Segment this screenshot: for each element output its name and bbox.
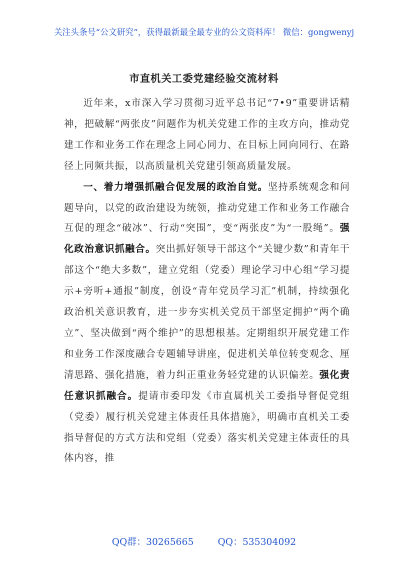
footer-qq: QQ：535304092 — [217, 537, 297, 548]
paragraph-text: 提请市委印发《市直属机关工委指导督促党组（党委）履行机关党建主体责任具体措施》，明确市直机关工委指导督促的方式方法和党组（党委）落实机关党建主体责任的具体内容，推 — [64, 390, 351, 465]
document-title: 市直机关工委党建经验交流材料 — [129, 73, 279, 85]
header-promo-note: 关注头条号“公文研究”，获得最新最全最专业的公文资料库！ 微信：gongwenyj — [53, 27, 355, 37]
subsection-heading: 强化责任意识抓融合。 — [64, 369, 350, 402]
paragraph-text: 坚持系统观念和问题导向，以党的政治建设为统领，推动党建工作和业务工作融合互促的理念“破冰”、行动“突围”，变“两张皮”为“一股绳”。 — [64, 181, 350, 235]
paragraph-text: 近年来，x市深入学习贯彻习近平总书记“7•9”重要讲话精神，把破解“两张皮”问题作为机关党建工作的主攻方向，推动党建工作和业务工作在理念上同心同力、在目标上同向同行、在路径上同频共振，以高质量机关党建引领高质量发展。 — [64, 98, 350, 172]
section-one-paragraph — [64, 178, 350, 471]
footer-qq-group: QQ群：30265665 — [111, 537, 194, 548]
document-body — [64, 94, 350, 470]
subsection-heading: 强化政治意识抓融合。 — [64, 223, 350, 256]
section-heading: 一、着力增强抓融合促发展的政治自觉。 — [83, 181, 268, 193]
footer-contact — [0, 534, 408, 548]
paragraph-text: 突出抓好领导干部这个“关键少数”和青年干部这个“绝大多数”，建立党组（党委）理论学习中心组“学习提示+旁听+通报”制度，创设“青年党员学习汇”机制，持续强化政治机关意识教育，进一步夯实机关党员干部坚定拥护“两个确立”、坚决做到“两个维护”的思想根基。定期组织开展党建工作和业务工作深度融合专题辅导讲座，促进机关单位转变观念、厘清思路、强化措施，着力纠正重业务轻党建的认识偏差。 — [64, 244, 350, 381]
intro-paragraph — [64, 94, 350, 178]
